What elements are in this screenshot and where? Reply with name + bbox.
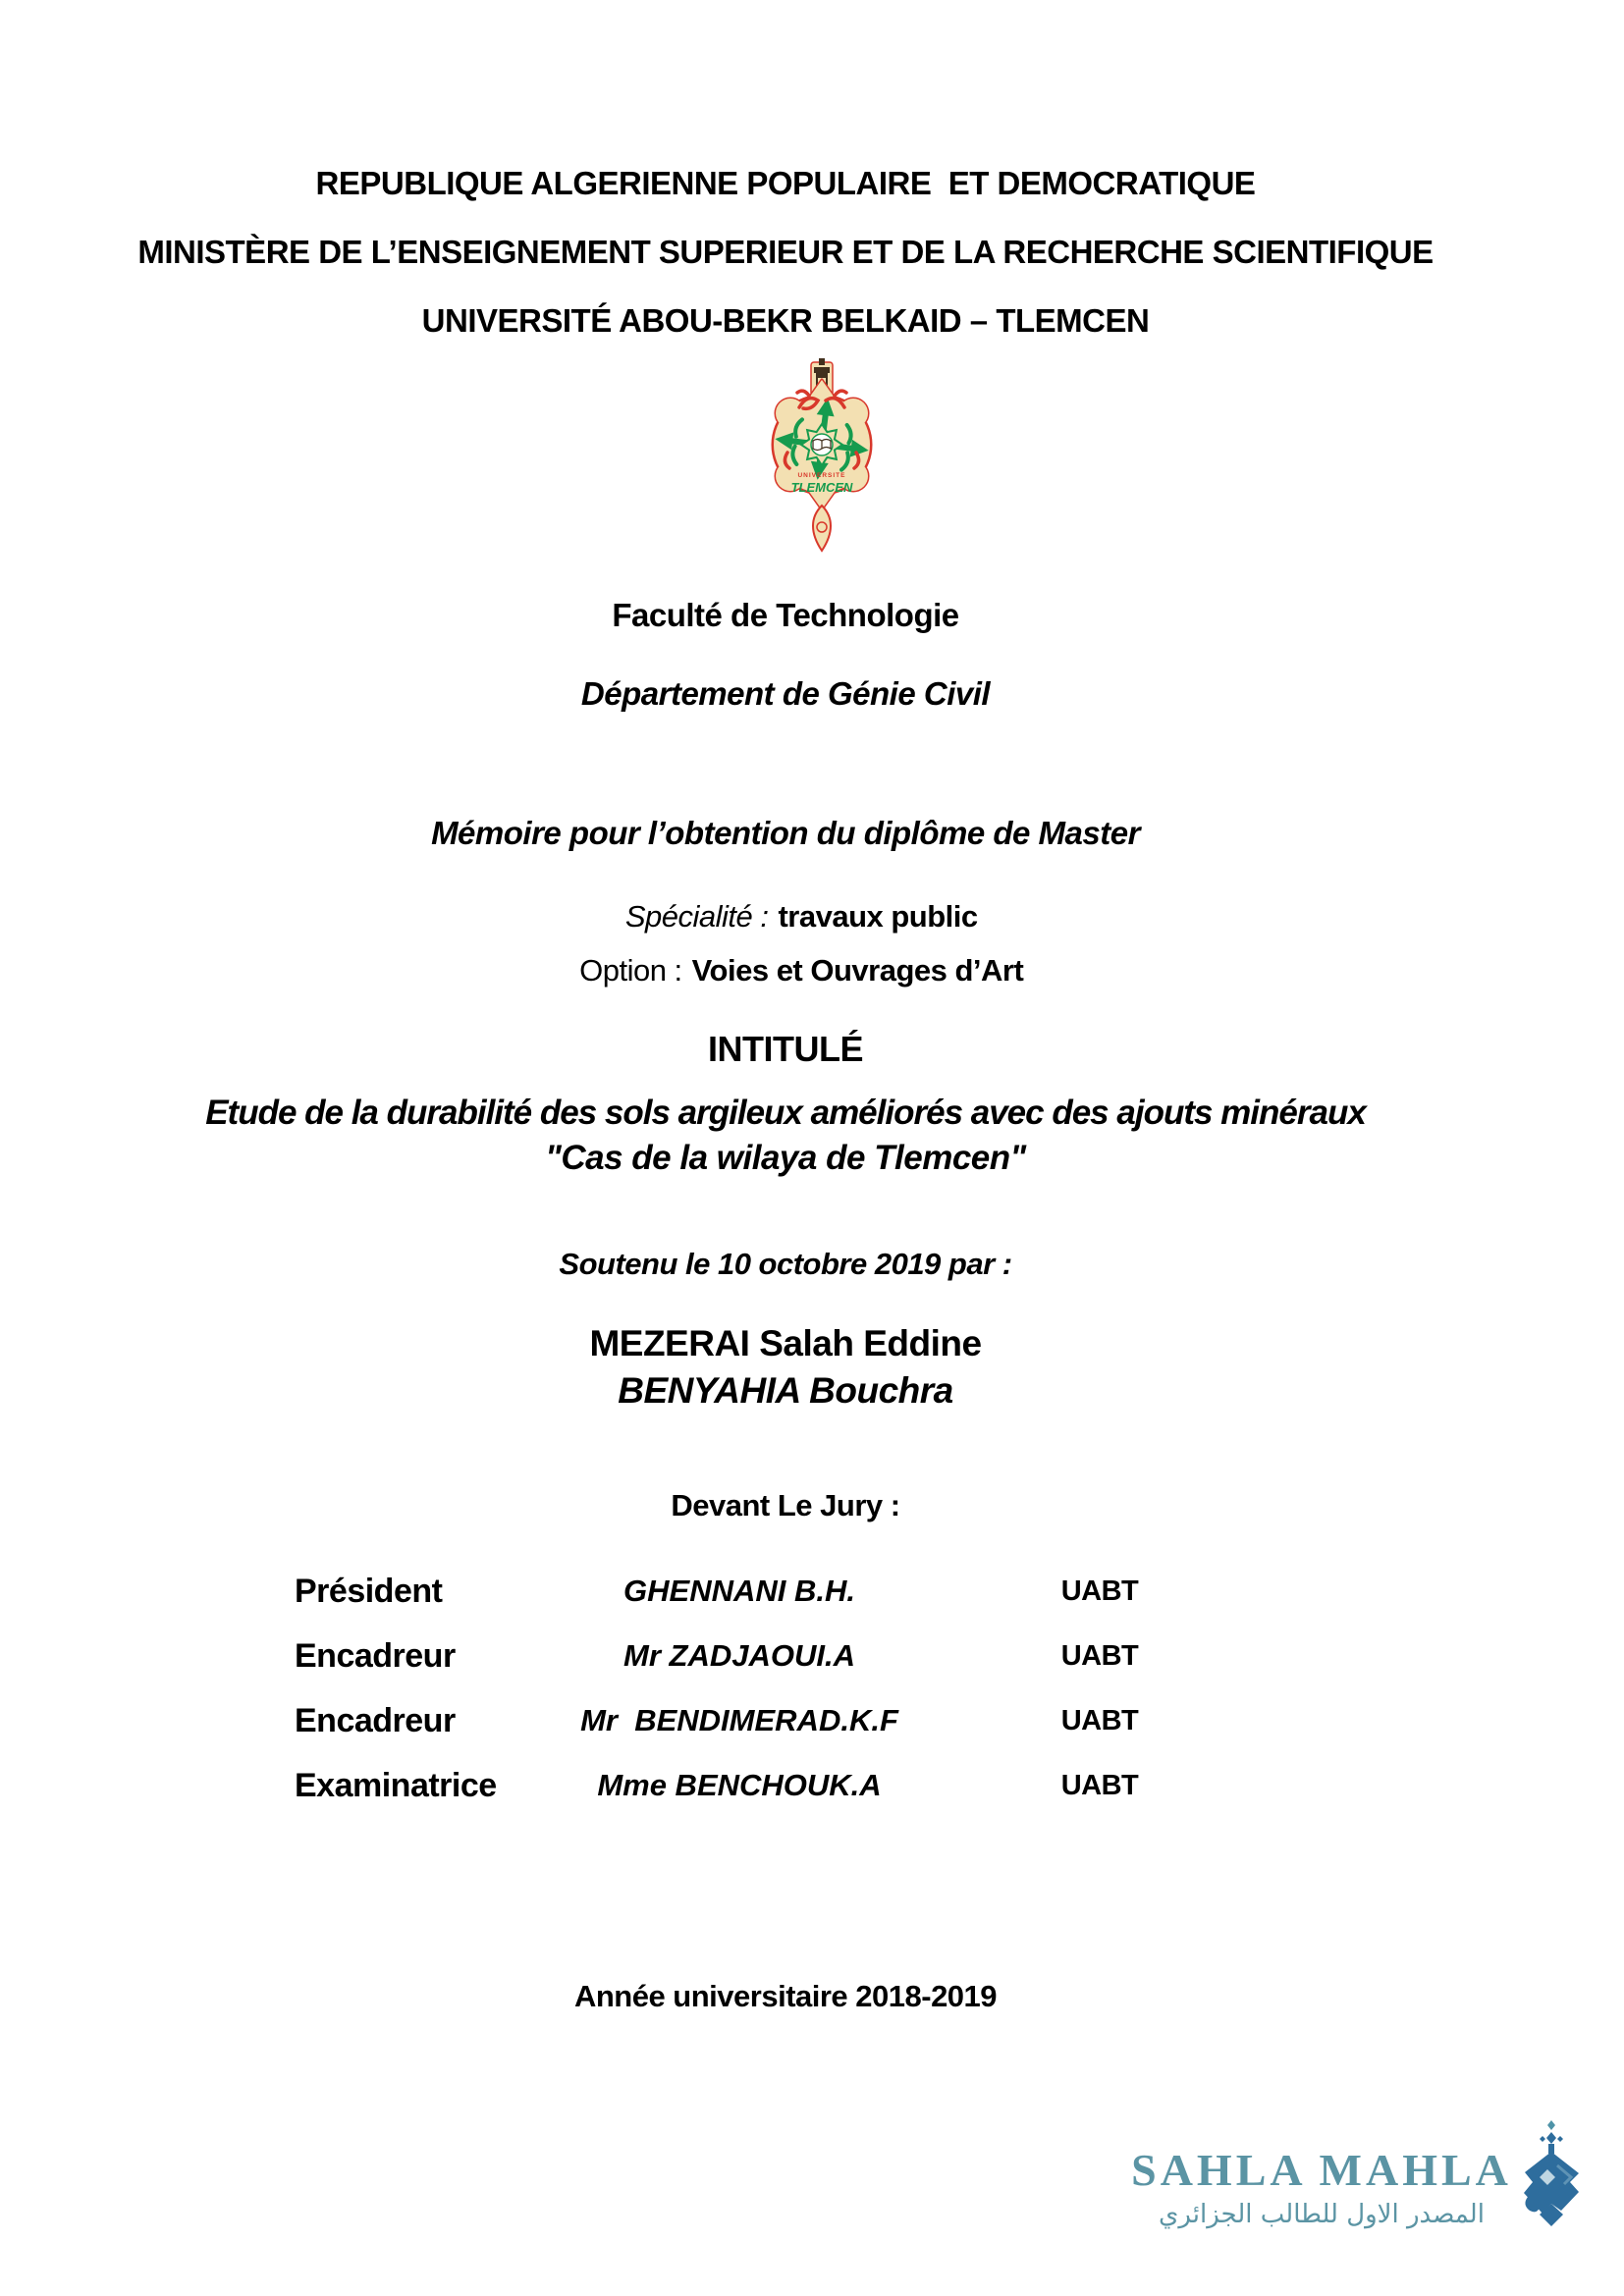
- jury-member-name: GHENNANI B.H.: [623, 1574, 855, 1608]
- jury-role: Président: [295, 1572, 443, 1610]
- jury-heading: Devant Le Jury :: [671, 1488, 900, 1522]
- title-heading: INTITULÉ: [708, 1029, 863, 1069]
- jury-table: [295, 1559, 1251, 1818]
- jury-affiliation: UABT: [1060, 1769, 1139, 1801]
- option-line: [0, 918, 1571, 1023]
- header-line-ministry: MINISTÈRE DE L’ENSEIGNEMENT SUPERIEUR ET DE LA RECHERCHE SCIENTIFIQUE: [137, 234, 1434, 270]
- jury-affiliation: UABT: [1060, 1639, 1139, 1672]
- option-label: Option :: [579, 952, 682, 988]
- watermark-brand-text: SAHLA MAHLA: [1131, 2145, 1512, 2195]
- speciality-value: travaux public: [778, 898, 978, 934]
- jury-role: Examinatrice: [295, 1766, 497, 1804]
- department-line: Département de Génie Civil: [580, 675, 991, 712]
- logo-tlemcen-label: TLEMCEN: [790, 480, 853, 495]
- jury-role: Encadreur: [295, 1701, 456, 1739]
- author-name-1: MEZERAI Salah Eddine: [589, 1323, 982, 1363]
- option-value: Voies et Ouvrages d’Art: [691, 952, 1024, 988]
- jury-member-name: Mme BENCHOUK.A: [597, 1768, 882, 1802]
- logo-university-label: UNIVERSITE: [797, 472, 846, 479]
- watermark-text-block: [1129, 2116, 1514, 2229]
- jury-member-name: Mr ZADJAOUI.A: [623, 1638, 855, 1673]
- sahla-mahla-watermark: [1129, 2116, 1591, 2230]
- sahla-mahla-emblem-icon: [1518, 2120, 1585, 2230]
- university-logo-icon: [758, 358, 886, 553]
- degree-line: Mémoire pour l’obtention du diplôme de Master: [431, 815, 1140, 851]
- faculty-line: Faculté de Technologie: [612, 597, 959, 633]
- author-name-2: BENYAHIA Bouchra: [618, 1370, 953, 1411]
- jury-role: Encadreur: [295, 1636, 456, 1675]
- header-line-republic: REPUBLIQUE ALGERIENNE POPULAIRE ET DEMOCRATIQUE: [315, 165, 1256, 201]
- watermark-arabic-tagline: المصدر الاول للطالب الجزائري: [1159, 2200, 1485, 2229]
- header-line-university: UNIVERSITÉ ABOU-BEKR BELKAID – TLEMCEN: [421, 302, 1150, 339]
- academic-year-line: Année universitaire 2018-2019: [573, 1979, 998, 2013]
- jury-affiliation: UABT: [1060, 1704, 1139, 1736]
- thesis-title-line-2: "Cas de la wilaya de Tlemcen": [545, 1139, 1026, 1177]
- thesis-title-line-1: Etude de la durabilité des sols argileux améliorés avec des ajouts minéraux: [205, 1094, 1366, 1132]
- jury-member-name: Mr BENDIMERAD.K.F: [580, 1703, 898, 1737]
- defense-date-line: Soutenu le 10 octobre 2019 par :: [559, 1247, 1012, 1281]
- jury-affiliation: UABT: [1060, 1575, 1139, 1607]
- speciality-label: Spécialité :: [624, 898, 769, 934]
